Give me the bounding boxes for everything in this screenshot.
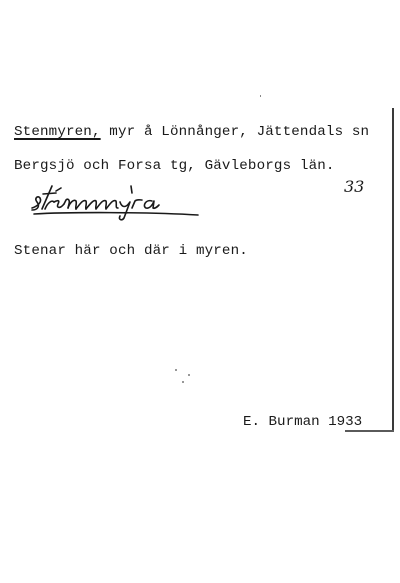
place-name: Stenmyren, [14,124,101,140]
paper-speck [182,381,184,383]
typed-line-2: Bergsjö och Forsa tg, Gävleborgs län. [14,158,335,174]
card-edge-bottom [345,430,394,432]
handwritten-name-signature [28,178,218,222]
card-edge-right [392,108,394,430]
paper-speck [175,369,177,371]
description-line: Stenar här och där i myren. [14,243,248,259]
paper-speck [188,374,190,376]
place-description: myr å Lönnånger, Jättendals sn [100,124,370,140]
typed-line-1 [14,124,369,140]
signature-line: E. Burman 1933 [243,414,363,430]
paper-speck [260,95,261,97]
catalog-number: 33 [344,177,365,196]
